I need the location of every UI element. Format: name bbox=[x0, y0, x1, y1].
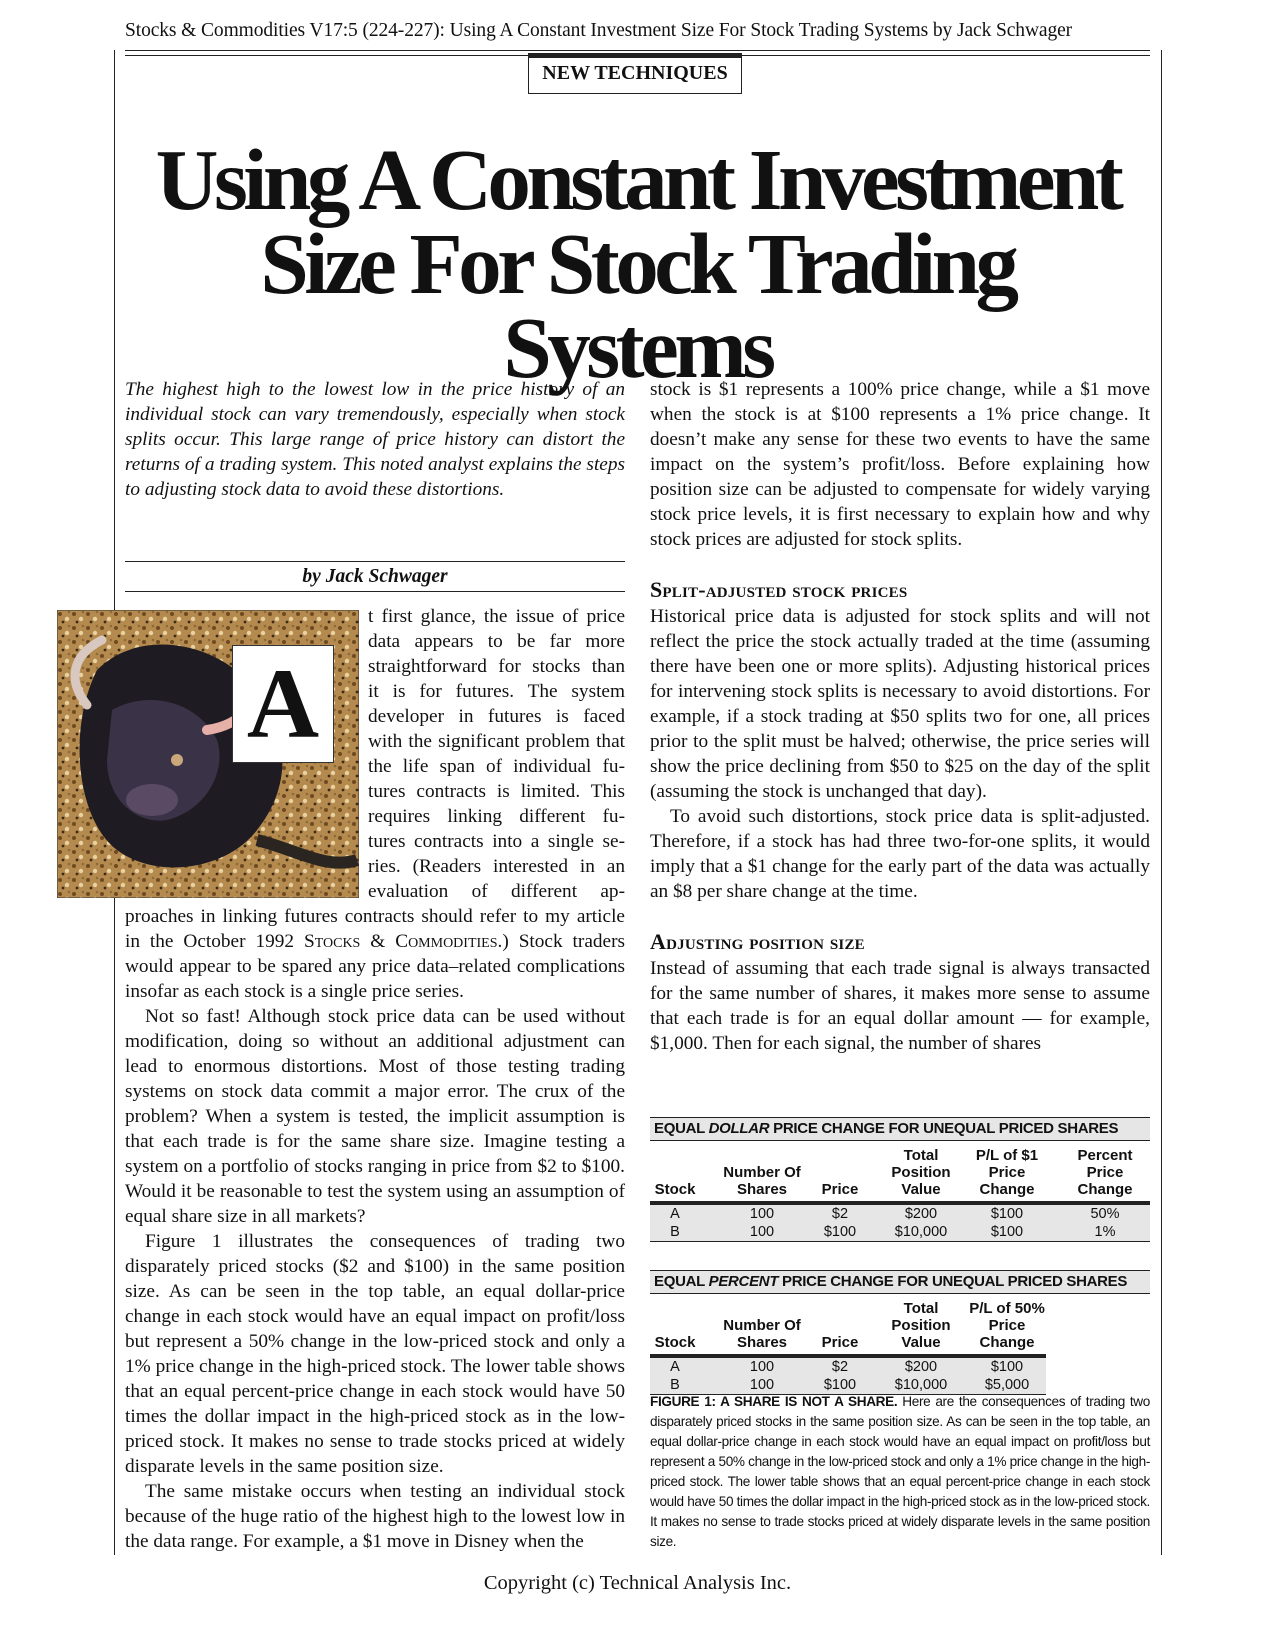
caption-label: FIGURE 1: A SHARE IS NOT A SHARE. bbox=[650, 1394, 898, 1409]
table-cell: 50% bbox=[1090, 1206, 1120, 1222]
intro-wrapped-lines bbox=[368, 604, 625, 904]
table-cell: $100 bbox=[990, 1206, 1024, 1222]
intro-line: it is for futures. The system bbox=[368, 681, 625, 702]
subhead-adjusting-position: Adjusting position size bbox=[650, 929, 865, 954]
table-cell: 100 bbox=[749, 1359, 775, 1375]
title-line-1: Using A Constant Investment bbox=[155, 131, 1120, 228]
paragraph-1-continued: proaches in linking futures contracts should refer to my article in the October 1992 Stocks & Commodities.) Stock traders would appear to be spared any price data–related complications insofar as each stock is a single price series. bbox=[125, 906, 626, 1002]
intro-line: evaluation of different ap- bbox=[368, 881, 625, 902]
table-cell: 100 bbox=[749, 1206, 775, 1222]
caption-text: Here are the consequences of trading two disparately priced stocks in the same position size. As can be seen in the top table, an equal dollar-price change in each stock would have an equal impact on profit/loss but represent a 50% change in the low-priced stock and only a 1% price change in the high-priced stock. The lower table shows that an equal percent-price change in each stock would have 50 times the dollar impact in the high-priced stock as in the low-priced stock. It makes no sense to trade stocks priced at widely disparate levels in the same position size. bbox=[650, 1394, 1150, 1549]
intro-line: straightforward for stocks than bbox=[368, 656, 625, 677]
header-rule bbox=[125, 50, 1150, 51]
col-total: Total Position Value bbox=[891, 1300, 951, 1351]
table-row bbox=[650, 1223, 1150, 1241]
paragraph-2: Not so fast! Although stock price data can be used without modification, doing so without an additional adjustment can lead to enormous distortions. Most of those testing trading systems on stock data commit a major error. The crux of the problem? When a system is tested, the implicit assumption is that each trade is for the same share size. Imagine testing a system on a portfolio of stocks ranging in price from $2 to $100. Would it be reasonable to test the system using an assumption of equal share size in all markets? bbox=[125, 1006, 625, 1227]
intro-line: ries. (Readers interested in an bbox=[368, 856, 625, 877]
intro-line: data appears to be far more bbox=[368, 631, 625, 652]
table-body bbox=[650, 1205, 1150, 1242]
table-cell: $2 bbox=[831, 1206, 849, 1222]
table-cell: $5,000 bbox=[984, 1377, 1030, 1393]
table-header bbox=[650, 1294, 1150, 1354]
table-equal-percent bbox=[650, 1270, 1150, 1395]
table-cell: $100 bbox=[823, 1377, 857, 1393]
table-cell: A bbox=[670, 1206, 680, 1222]
table-header bbox=[650, 1141, 1150, 1201]
article-title bbox=[125, 131, 1150, 396]
col-price: Price bbox=[821, 1181, 859, 1198]
section-label: NEW TECHNIQUES bbox=[528, 53, 742, 94]
table-cell: $10,000 bbox=[894, 1224, 948, 1240]
magazine-name: Stocks & Commodities bbox=[303, 931, 498, 952]
col-pl: P/L of $1 Price Change bbox=[975, 1147, 1039, 1198]
col-percent: Percent Price Change bbox=[1077, 1147, 1133, 1198]
table-body bbox=[650, 1358, 1046, 1395]
table-cell: 100 bbox=[749, 1224, 775, 1240]
table-cell: 100 bbox=[749, 1377, 775, 1393]
paragraph-3: Figure 1 illustrates the consequences of trading two disparately priced stocks ($2 and $100) in the same position size. As can be seen in the top table, an equal dollar-price change in each stock would have an equal impact on profit/loss but represent a 50% change in the low-priced stock and only a 1% price change in the high-priced stock. The lower table shows that an equal percent-price change in each stock would have 50 times the dollar impact in the high-priced stock as in the low-priced stock. It makes no sense to trade stocks priced at widely disparate levels in the same position size. bbox=[125, 1231, 625, 1477]
intro-line: with the significant problem that bbox=[368, 731, 625, 752]
right-column-text bbox=[650, 377, 1150, 1056]
table-cell: $2 bbox=[831, 1359, 849, 1375]
table-cell: $100 bbox=[990, 1359, 1024, 1375]
table-cell: $100 bbox=[823, 1224, 857, 1240]
table-row bbox=[650, 1205, 1150, 1223]
table-cell: 1% bbox=[1094, 1224, 1116, 1240]
intro-line: requires linking different fu- bbox=[368, 806, 625, 827]
table-cell: B bbox=[670, 1377, 680, 1393]
intro-line: t first glance, the issue of price bbox=[368, 606, 625, 627]
intro-line: tures contracts into a single se- bbox=[368, 831, 625, 852]
col-price: Price bbox=[821, 1334, 859, 1351]
right-column-rule bbox=[1161, 50, 1162, 1555]
right-paragraph-1: stock is $1 represents a 100% price change, while a $1 move when the stock is at $100 represents a 1% price change. It doesn’t make any sense for these two events to have the same impact on the system’s profit/loss. Before explaining how position size can be adjusted to compensate for widely varying stock price levels, it is first necessary to explain how and why stock prices are adjusted for stock splits. bbox=[650, 379, 1150, 550]
col-pl: P/L of 50% Price Change bbox=[969, 1300, 1045, 1351]
abstract: The highest high to the lowest low in the price history of an individual stock can vary tremendously, especially when stock splits occur. This large range of price history can distort the returns of a trading system. This noted analyst explains the steps to adjusting stock data to avoid these distortions. bbox=[125, 379, 625, 500]
table-cell: $10,000 bbox=[894, 1377, 948, 1393]
col-stock: Stock bbox=[654, 1334, 696, 1351]
subhead-split-adjusted: Split-adjusted stock prices bbox=[650, 577, 908, 602]
table-cell: $200 bbox=[904, 1206, 938, 1222]
col-shares: Number Of Shares bbox=[723, 1164, 801, 1198]
figure-caption bbox=[650, 1392, 1150, 1552]
table-cell: $100 bbox=[990, 1224, 1024, 1240]
paragraph-4: The same mistake occurs when testing an individual stock because of the huge ratio of the highest high to the lowest low in the data range. For example, a $1 move in Disney when the bbox=[125, 1481, 625, 1552]
intro-line: developer in futures is faced bbox=[368, 706, 625, 727]
table-title: EQUAL DOLLAR PRICE CHANGE FOR UNEQUAL PRICED SHARES bbox=[650, 1117, 1150, 1141]
table-cell: B bbox=[670, 1224, 680, 1240]
right-paragraph-4: Instead of assuming that each trade signal is always transacted for the same number of shares, it makes more sense to assume that each trade is for an equal dollar amount — for example, $1,000. Then for each signal, the number of shares bbox=[650, 958, 1150, 1054]
right-paragraph-2: Historical price data is adjusted for stock splits and will not reflect the price the stock actually traded at the time (assuming there have been one or more splits). Adjusting historical prices for intervening stock splits is necessary to avoid distortions. For example, if a stock trading at $50 splits two for one, all prices prior to the split must be halved; otherwise, the price series will show the price declining from $50 to $25 on the day of the split (assuming the stock is unchanged that day). bbox=[650, 606, 1150, 802]
table-equal-dollar bbox=[650, 1117, 1150, 1242]
right-paragraph-3: To avoid such distortions, stock price data is split-adjusted. Therefore, if a stock has had three two-for-one splits, it would imply that a $1 change for the early part of the data was actually an $8 per share change at the time. bbox=[650, 806, 1150, 902]
left-column-text bbox=[125, 904, 625, 1554]
copyright: Copyright (c) Technical Analysis Inc. bbox=[483, 1572, 792, 1594]
byline: by Jack Schwager bbox=[125, 561, 625, 592]
drop-cap: A bbox=[232, 645, 334, 763]
col-stock: Stock bbox=[654, 1181, 696, 1198]
col-total: Total Position Value bbox=[891, 1147, 951, 1198]
title-line-2: Size For Stock Trading Systems bbox=[260, 215, 1015, 396]
intro-line: the life span of individual fu- bbox=[368, 756, 625, 777]
table-cell: A bbox=[670, 1359, 680, 1375]
table-row bbox=[650, 1358, 1046, 1376]
table-cell: $200 bbox=[904, 1359, 938, 1375]
running-header: Stocks & Commodities V17:5 (224-227): Using A Constant Investment Size For Stock Trading Systems by Jack Schwager bbox=[125, 20, 1073, 41]
intro-line: tures contracts is limited. This bbox=[368, 781, 625, 802]
col-shares: Number Of Shares bbox=[723, 1317, 801, 1351]
table-title: EQUAL PERCENT PRICE CHANGE FOR UNEQUAL PRICED SHARES bbox=[650, 1270, 1150, 1294]
